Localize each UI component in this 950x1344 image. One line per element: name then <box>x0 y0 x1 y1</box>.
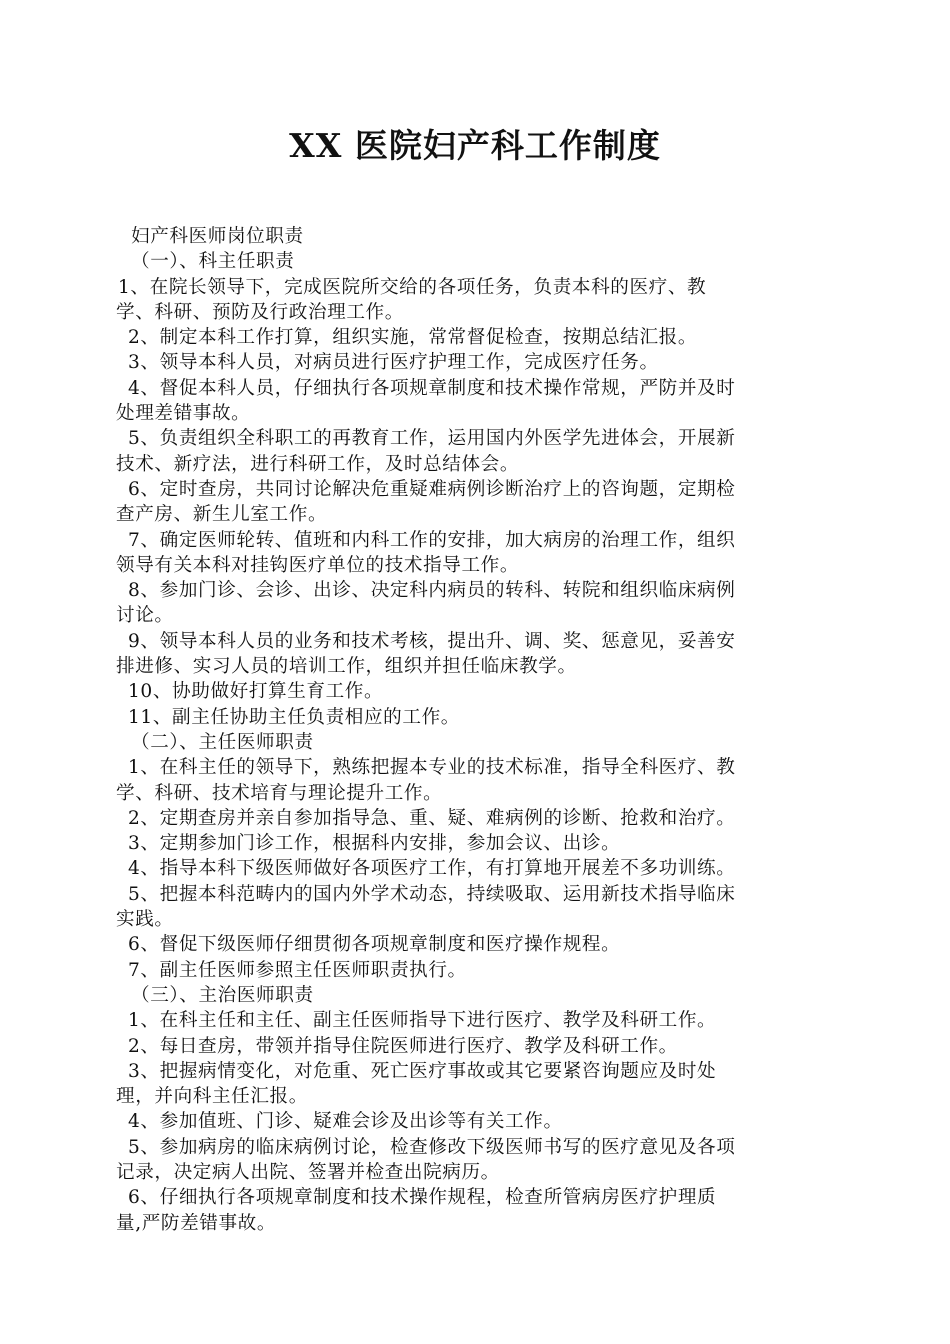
list-item: 7、确定医师轮转、值班和内科工作的安排，加大病房的治理工作，组织 <box>128 529 736 551</box>
list-item-continuation: 查产房、新生儿室工作。 <box>116 504 328 526</box>
list-item: 1、在科主任的领导下，熟练把握本专业的技术标准，指导全科医疗、教 <box>128 757 736 779</box>
list-item-continuation: 实践。 <box>116 909 174 931</box>
list-item: 1、在院长领导下，完成医院所交给的各项任务，负责本科的医疗、教 <box>118 276 707 298</box>
list-item-continuation: 量,严防差错事故。 <box>116 1212 277 1234</box>
list-item: 8、参加门诊、会诊、出诊、决定科内病员的转科、转院和组织临床病例 <box>128 580 736 602</box>
list-item: 2、制定本科工作打算，组织实施，常常督促检查，按期总结汇报。 <box>128 327 698 349</box>
list-item-continuation: 排进修、实习人员的培训工作，组织并担任临床教学。 <box>116 656 577 678</box>
list-item: 5、把握本科范畴内的国内外学术动态，持续吸取、运用新技术指导临床 <box>128 883 736 905</box>
section-heading: 妇产科医师岗位职责 <box>131 226 304 247</box>
document-title: XX 医院妇产科工作制度 <box>289 126 661 165</box>
list-item-continuation: 记录，决定病人出院、签署并检查出院病历。 <box>116 1161 500 1183</box>
list-item: 6、仔细执行各项规章制度和技术操作规程，检查所管病房医疗护理质 <box>128 1187 717 1209</box>
list-item: 3、领导本科人员，对病员进行医疗护理工作，完成医疗任务。 <box>128 352 659 374</box>
subsection-heading: （三）、主治医师职责 <box>131 984 314 1006</box>
list-item-continuation: 理，并向科主任汇报。 <box>116 1086 308 1108</box>
list-item: 10、协助做好打算生育工作。 <box>128 681 384 703</box>
list-item: 2、定期查房并亲自参加指导急、重、疑、难病例的诊断、抢救和治疗。 <box>128 807 736 829</box>
list-item: 11、副主任协助主任负责相应的工作。 <box>128 706 460 728</box>
list-item-continuation: 技术、新疗法，进行科研工作，及时总结体会。 <box>116 453 520 475</box>
document-body <box>116 224 836 1236</box>
subsection-heading: （一）、科主任职责 <box>131 251 295 273</box>
list-item: 6、定时查房，共同讨论解决危重疑难病例诊断治疗上的咨询题，定期检 <box>128 478 736 500</box>
list-item-continuation: 学、科研、技术培育与理论提升工作。 <box>116 782 443 804</box>
list-item: 9、领导本科人员的业务和技术考核，提出升、调、奖、惩意见，妥善安 <box>128 630 736 652</box>
list-item: 7、副主任医师参照主任医师职责执行。 <box>128 959 467 981</box>
list-item: 5、负责组织全科职工的再教育工作，运用国内外医学先进体会，开展新 <box>128 428 736 450</box>
list-item: 4、督促本科人员，仔细执行各项规章制度和技术操作常规，严防并及时 <box>128 377 736 399</box>
list-item: 3、定期参加门诊工作，根据科内安排，参加会议、出诊。 <box>128 833 621 855</box>
list-item-continuation: 讨论。 <box>116 605 174 627</box>
list-item: 6、督促下级医师仔细贯彻各项规章制度和医疗操作规程。 <box>128 934 621 956</box>
list-item: 3、把握病情变化，对危重、死亡医疗事故或其它要紧咨询题应及时处 <box>128 1060 717 1082</box>
list-item: 5、参加病房的临床病例讨论，检查修改下级医师书写的医疗意见及各项 <box>128 1136 736 1158</box>
list-item-continuation: 学、科研、预防及行政治理工作。 <box>116 301 404 323</box>
list-item-continuation: 处理差错事故。 <box>116 403 251 425</box>
list-item: 4、指导本科下级医师做好各项医疗工作，有打算地开展差不多功训练。 <box>128 858 736 880</box>
list-item: 4、参加值班、门诊、疑难会诊及出诊等有关工作。 <box>128 1111 563 1133</box>
list-item: 1、在科主任和主任、副主任医师指导下进行医疗、教学及科研工作。 <box>128 1010 717 1032</box>
list-item: 2、每日查房，带领并指导住院医师进行医疗、教学及科研工作。 <box>128 1035 678 1057</box>
subsection-heading: （二）、主任医师职责 <box>131 731 314 753</box>
list-item-continuation: 领导有关本科对挂钩医疗单位的技术指导工作。 <box>116 554 520 576</box>
